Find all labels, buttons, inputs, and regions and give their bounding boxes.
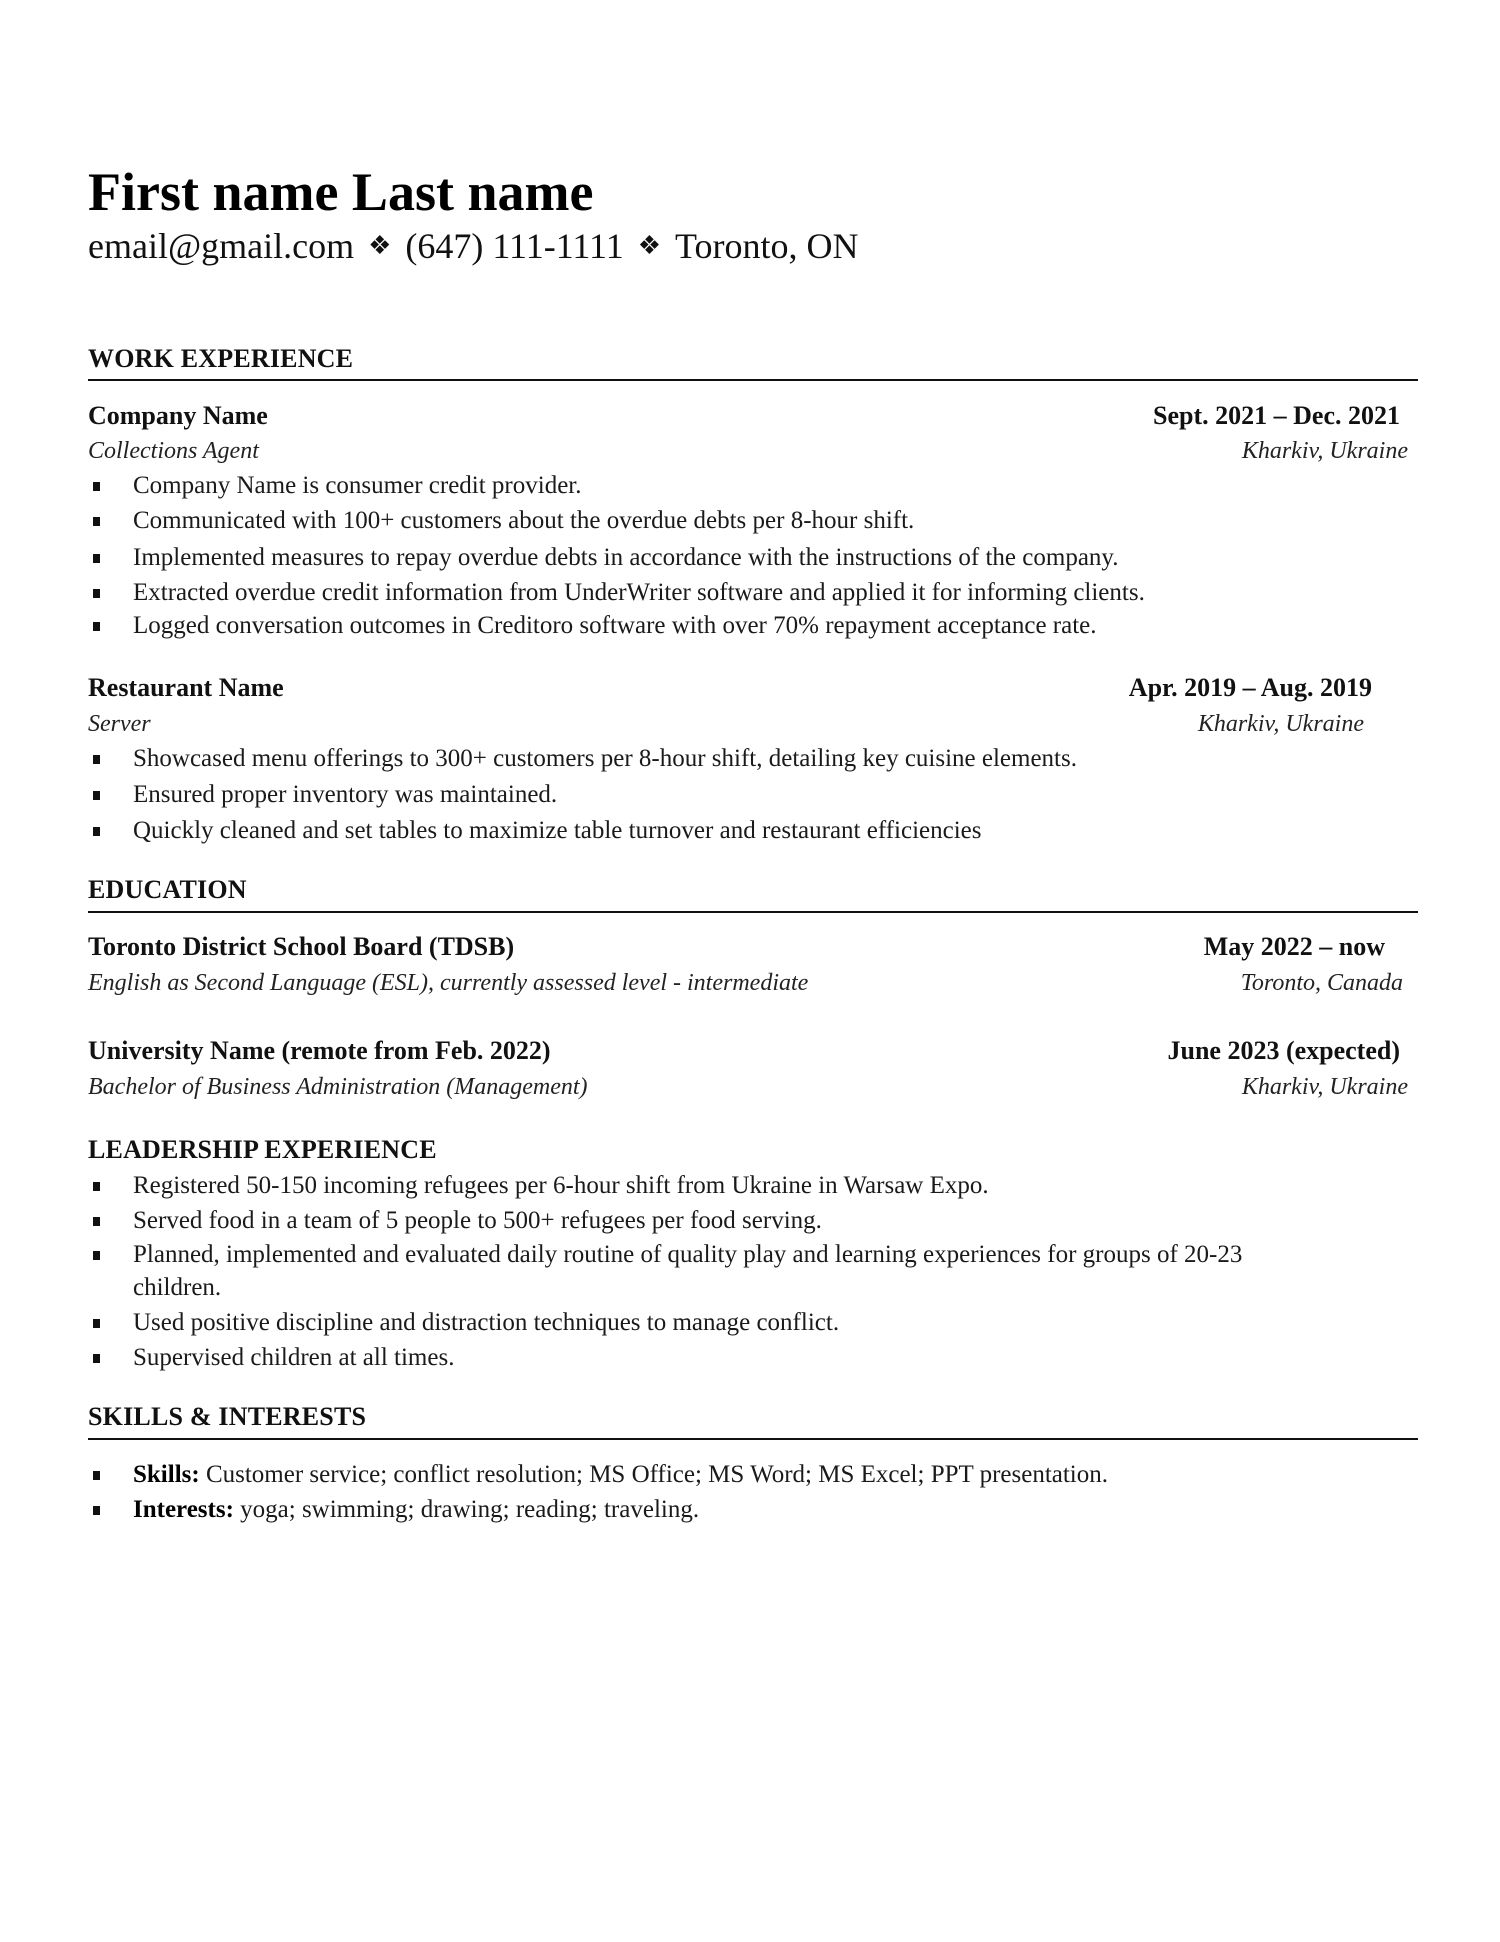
education-institution: University Name (remote from Feb. 2022) — [88, 1036, 551, 1065]
section-divider — [88, 379, 1418, 381]
bullet-icon — [93, 827, 100, 836]
job-dates: Sept. 2021 – Dec. 2021 — [1153, 401, 1400, 430]
interests-label: Interests: — [133, 1496, 234, 1523]
job-role: Collections Agent — [88, 438, 259, 464]
job-bullet: Company Name is consumer credit provider. — [133, 472, 582, 499]
education-dates: May 2022 – now — [1203, 932, 1385, 961]
interests-value: yoga; swimming; drawing; reading; traveling. — [233, 1496, 700, 1523]
section-title-education: EDUCATION — [88, 875, 247, 904]
bullet-icon — [93, 589, 100, 598]
job-bullet: Communicated with 100+ customers about the overdue debts per 8-hour shift. — [133, 507, 915, 534]
job-organization: Restaurant Name — [88, 673, 284, 702]
bullet-icon — [93, 1251, 100, 1260]
bullet-icon — [93, 1471, 100, 1480]
skills-label: Skills: — [133, 1461, 200, 1488]
section-title-work-experience: WORK EXPERIENCE — [88, 344, 354, 373]
education-institution: Toronto District School Board (TDSB) — [88, 932, 515, 961]
job-bullet: Quickly cleaned and set tables to maximize table turnover and restaurant efficiencies — [133, 817, 982, 844]
job-bullet: Extracted overdue credit information from UnderWriter software and applied it for informing clients. — [133, 579, 1145, 606]
leadership-bullet: Registered 50-150 incoming refugees per 6-hour shift from Ukraine in Warsaw Expo. — [133, 1172, 989, 1199]
resume-name: First name Last name — [88, 162, 594, 222]
diamond-separator-icon: ❖ — [637, 231, 662, 260]
education-program: Bachelor of Business Administration (Management) — [88, 1074, 588, 1100]
bullet-icon — [93, 554, 100, 563]
bullet-icon — [93, 517, 100, 526]
bullet-icon — [93, 1217, 100, 1226]
bullet-icon — [93, 1506, 100, 1515]
bullet-icon — [93, 791, 100, 800]
bullet-icon — [93, 1182, 100, 1191]
skills-value: Customer service; conflict resolution; MS Office; MS Word; MS Excel; PPT presentation. — [199, 1461, 1109, 1488]
job-bullet: Logged conversation outcomes in Creditoro software with over 70% repayment acceptance rate. — [133, 612, 1097, 639]
diamond-separator-icon: ❖ — [368, 231, 392, 260]
email-text: email@gmail.com — [88, 226, 355, 266]
leadership-bullet: Served food in a team of 5 people to 500+ refugees per food serving. — [133, 1207, 822, 1234]
skills-line — [133, 1460, 1108, 1490]
job-organization: Company Name — [88, 401, 268, 430]
job-location: Kharkiv, Ukraine — [1241, 438, 1408, 464]
job-bullet: Showcased menu offerings to 300+ customers per 8-hour shift, detailing key cuisine elements. — [133, 745, 1077, 772]
job-bullet: Implemented measures to repay overdue debts in accordance with the instructions of the company. — [133, 544, 1119, 571]
section-divider — [88, 1438, 1418, 1440]
section-title-leadership: LEADERSHIP EXPERIENCE — [88, 1135, 437, 1164]
phone-text: (647) 111-1111 — [405, 226, 624, 266]
section-title-skills-interests: SKILLS & INTERESTS — [88, 1402, 367, 1431]
location-text: Toronto, ON — [675, 226, 859, 266]
bullet-icon — [93, 482, 100, 491]
bullet-icon — [93, 622, 100, 631]
leadership-bullet: Used positive discipline and distraction techniques to manage conflict. — [133, 1309, 840, 1336]
bullet-icon — [93, 1319, 100, 1328]
job-bullet: Ensured proper inventory was maintained. — [133, 781, 558, 808]
bullet-icon — [93, 755, 100, 764]
leadership-bullet: Planned, implemented and evaluated daily routine of quality play and learning experiences for groups of 20-23 — [133, 1241, 1243, 1268]
leadership-bullet: Supervised children at all times. — [133, 1344, 455, 1371]
education-program: English as Second Language (ESL), currently assessed level - intermediate — [88, 970, 809, 996]
contact-line — [88, 224, 858, 272]
job-dates: Apr. 2019 – Aug. 2019 — [1128, 673, 1372, 702]
job-role: Server — [88, 711, 151, 737]
education-dates: June 2023 (expected) — [1167, 1036, 1400, 1065]
leadership-bullet-continuation: children. — [133, 1274, 222, 1301]
education-location: Toronto, Canada — [1240, 970, 1403, 996]
section-divider — [88, 911, 1418, 913]
education-location: Kharkiv, Ukraine — [1241, 1074, 1408, 1100]
job-location: Kharkiv, Ukraine — [1197, 711, 1364, 737]
interests-line — [133, 1495, 699, 1525]
bullet-icon — [93, 1354, 100, 1363]
